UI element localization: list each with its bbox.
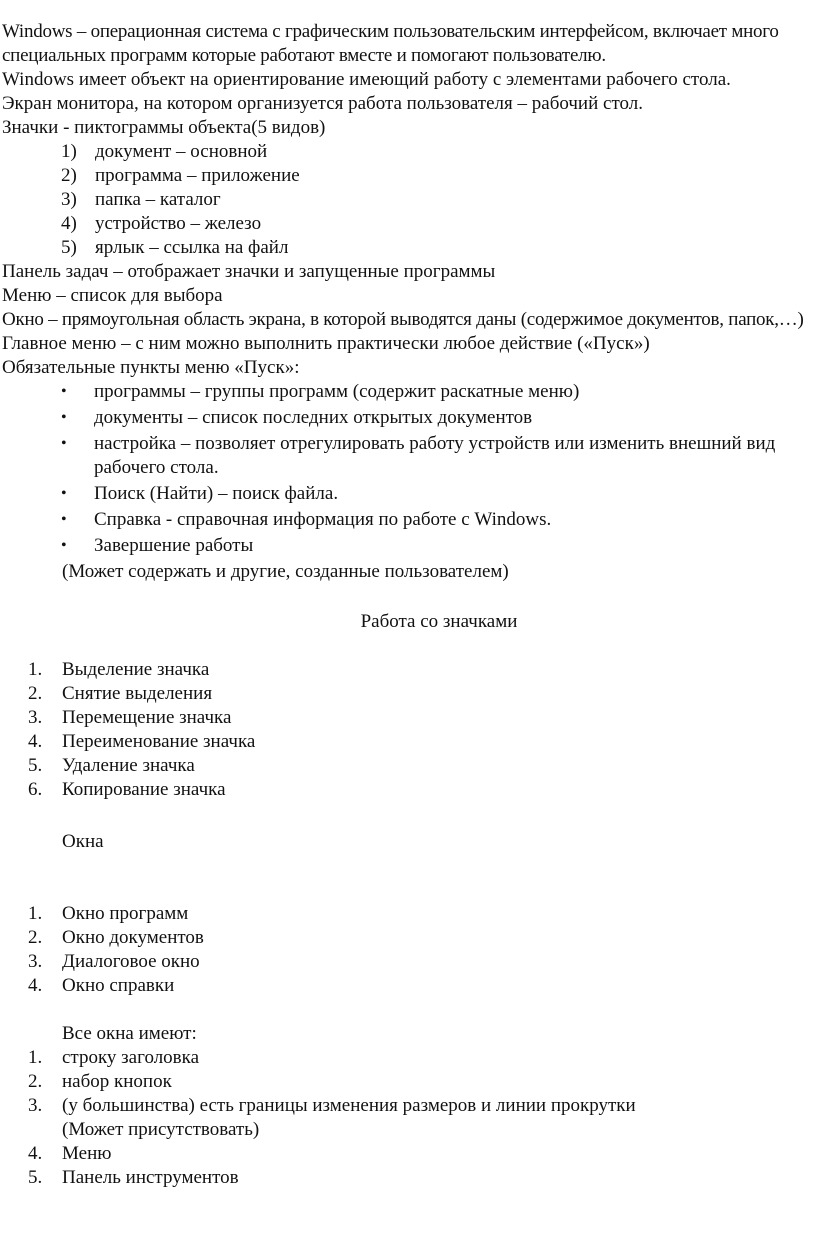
windows-definition: Windows – операционная система с графическим пользовательским интерфейсом, включает много специальных программ которые работают вместе и помогают пользователю. [2, 21, 779, 66]
list-item-text: Переименование значка [62, 731, 256, 752]
list-number: 2. [28, 927, 43, 948]
list-item [0, 164, 816, 188]
list-item [0, 1070, 816, 1094]
list-item-text: программа – приложение [95, 165, 300, 186]
list-item-text: программы – группы программ (содержит раскатные меню) [94, 381, 580, 402]
list-item [0, 950, 816, 974]
list-item [0, 212, 816, 236]
list-number: 3. [28, 707, 43, 728]
document-page [0, 20, 816, 1190]
list-item [0, 974, 816, 998]
list-item-text: ярлык – ссылка на файл [95, 237, 289, 258]
window-types-list [0, 902, 816, 998]
list-number: 5. [28, 1167, 43, 1188]
list-item-text: набор кнопок [62, 1071, 172, 1092]
list-item-text: Удаление значка [62, 755, 195, 776]
list-item-text: Копирование значка [62, 779, 226, 800]
list-item-text: Окно документов [62, 927, 204, 948]
list-item [0, 534, 816, 558]
list-item-text: Панель инструментов [62, 1167, 239, 1188]
list-item [0, 380, 816, 404]
list-number: 2) [61, 165, 77, 186]
list-item-text: Меню [62, 1143, 112, 1164]
start-menu-items-list [0, 380, 816, 558]
list-item-text: (у большинства) есть границы изменения размеров и линии прокрутки [62, 1095, 636, 1116]
list-number: 1) [61, 141, 77, 162]
bullet-icon: • [61, 409, 67, 426]
list-number: 4) [61, 213, 77, 234]
list-item [0, 926, 816, 950]
list-number: 5) [61, 237, 77, 258]
icons-section-title: Работа со значками [360, 611, 518, 632]
list-item [0, 188, 816, 212]
menu-definition: Меню – список для выбора [2, 285, 223, 306]
list-item [0, 658, 816, 682]
list-item [0, 432, 816, 480]
bullet-icon: • [61, 537, 67, 554]
object-orientation-text: Windows имеет объект на ориентирование имеющий работу с элементами рабочего стола. [2, 69, 731, 90]
list-item [0, 682, 816, 706]
list-number: 2. [28, 1071, 43, 1092]
list-item [0, 730, 816, 754]
list-number: 4. [28, 975, 43, 996]
list-number: 3. [28, 1095, 43, 1116]
list-item [0, 1046, 816, 1070]
list-item [0, 1166, 816, 1190]
start-items-heading: Обязательные пункты меню «Пуск»: [2, 357, 300, 378]
list-item [0, 778, 816, 802]
list-item-continuation: (Может присутствовать) [62, 1119, 260, 1140]
list-number: 3. [28, 951, 43, 972]
list-number: 2. [28, 683, 43, 704]
windows-section-title: Окна [62, 831, 104, 852]
list-item [0, 140, 816, 164]
list-item-text: Окно справки [62, 975, 175, 996]
main-menu-definition: Главное меню – с ним можно выполнить практически любое действие («Пуск») [2, 333, 650, 354]
list-item-text: Снятие выделения [62, 683, 213, 704]
list-number: 1. [28, 659, 43, 680]
start-items-note: (Может содержать и другие, созданные пользователем) [62, 561, 509, 582]
all-windows-heading: Все окна имеют: [62, 1023, 197, 1044]
list-item-text: документы – список последних открытых документов [94, 407, 533, 428]
list-number: 4. [28, 731, 43, 752]
list-number: 5. [28, 755, 43, 776]
list-item-text: Диалоговое окно [62, 951, 200, 972]
list-number: 1. [28, 903, 43, 924]
list-item [0, 1142, 816, 1166]
list-item [0, 754, 816, 778]
bullet-icon: • [61, 485, 67, 502]
list-item [0, 902, 816, 926]
list-item [0, 406, 816, 430]
taskbar-definition: Панель задач – отображает значки и запущенные программы [2, 261, 496, 282]
list-item [0, 482, 816, 506]
desktop-definition: Экран монитора, на котором организуется работа пользователя – рабочий стол. [2, 93, 643, 114]
list-number: 1. [28, 1047, 43, 1068]
list-item-text: Справка - справочная информация по работе с Windows. [94, 509, 552, 530]
list-item-text: Поиск (Найти) – поиск файла. [94, 483, 339, 504]
list-item [0, 508, 816, 532]
list-item-text: документ – основной [95, 141, 268, 162]
bullet-icon: • [61, 435, 67, 452]
list-item-text: настройка – позволяет отрегулировать работу устройств или изменить внешний вид рабочего стола. [94, 433, 776, 478]
list-item-text: Завершение работы [94, 535, 254, 556]
window-features-list [0, 1046, 816, 1190]
list-number: 6. [28, 779, 43, 800]
list-item [0, 706, 816, 730]
list-item-text: строку заголовка [62, 1047, 200, 1068]
list-number: 4. [28, 1143, 43, 1164]
list-item [0, 236, 816, 260]
icons-heading: Значки - пиктограммы объекта(5 видов) [2, 117, 326, 138]
list-number: 3) [61, 189, 77, 210]
window-definition: Окно – прямоугольная область экрана, в которой выводятся даны (содержимое документов, папок,…) [2, 309, 804, 330]
list-item [0, 1094, 816, 1142]
list-item-text: Перемещение значка [62, 707, 232, 728]
icon-types-list [0, 140, 816, 260]
list-item-text: Окно программ [62, 903, 189, 924]
icons-operations-list [0, 658, 816, 802]
list-item-text: Выделение значка [62, 659, 210, 680]
bullet-icon: • [61, 383, 67, 400]
list-item-text: устройство – железо [95, 213, 262, 234]
bullet-icon: • [61, 511, 67, 528]
list-item-text: папка – каталог [95, 189, 221, 210]
